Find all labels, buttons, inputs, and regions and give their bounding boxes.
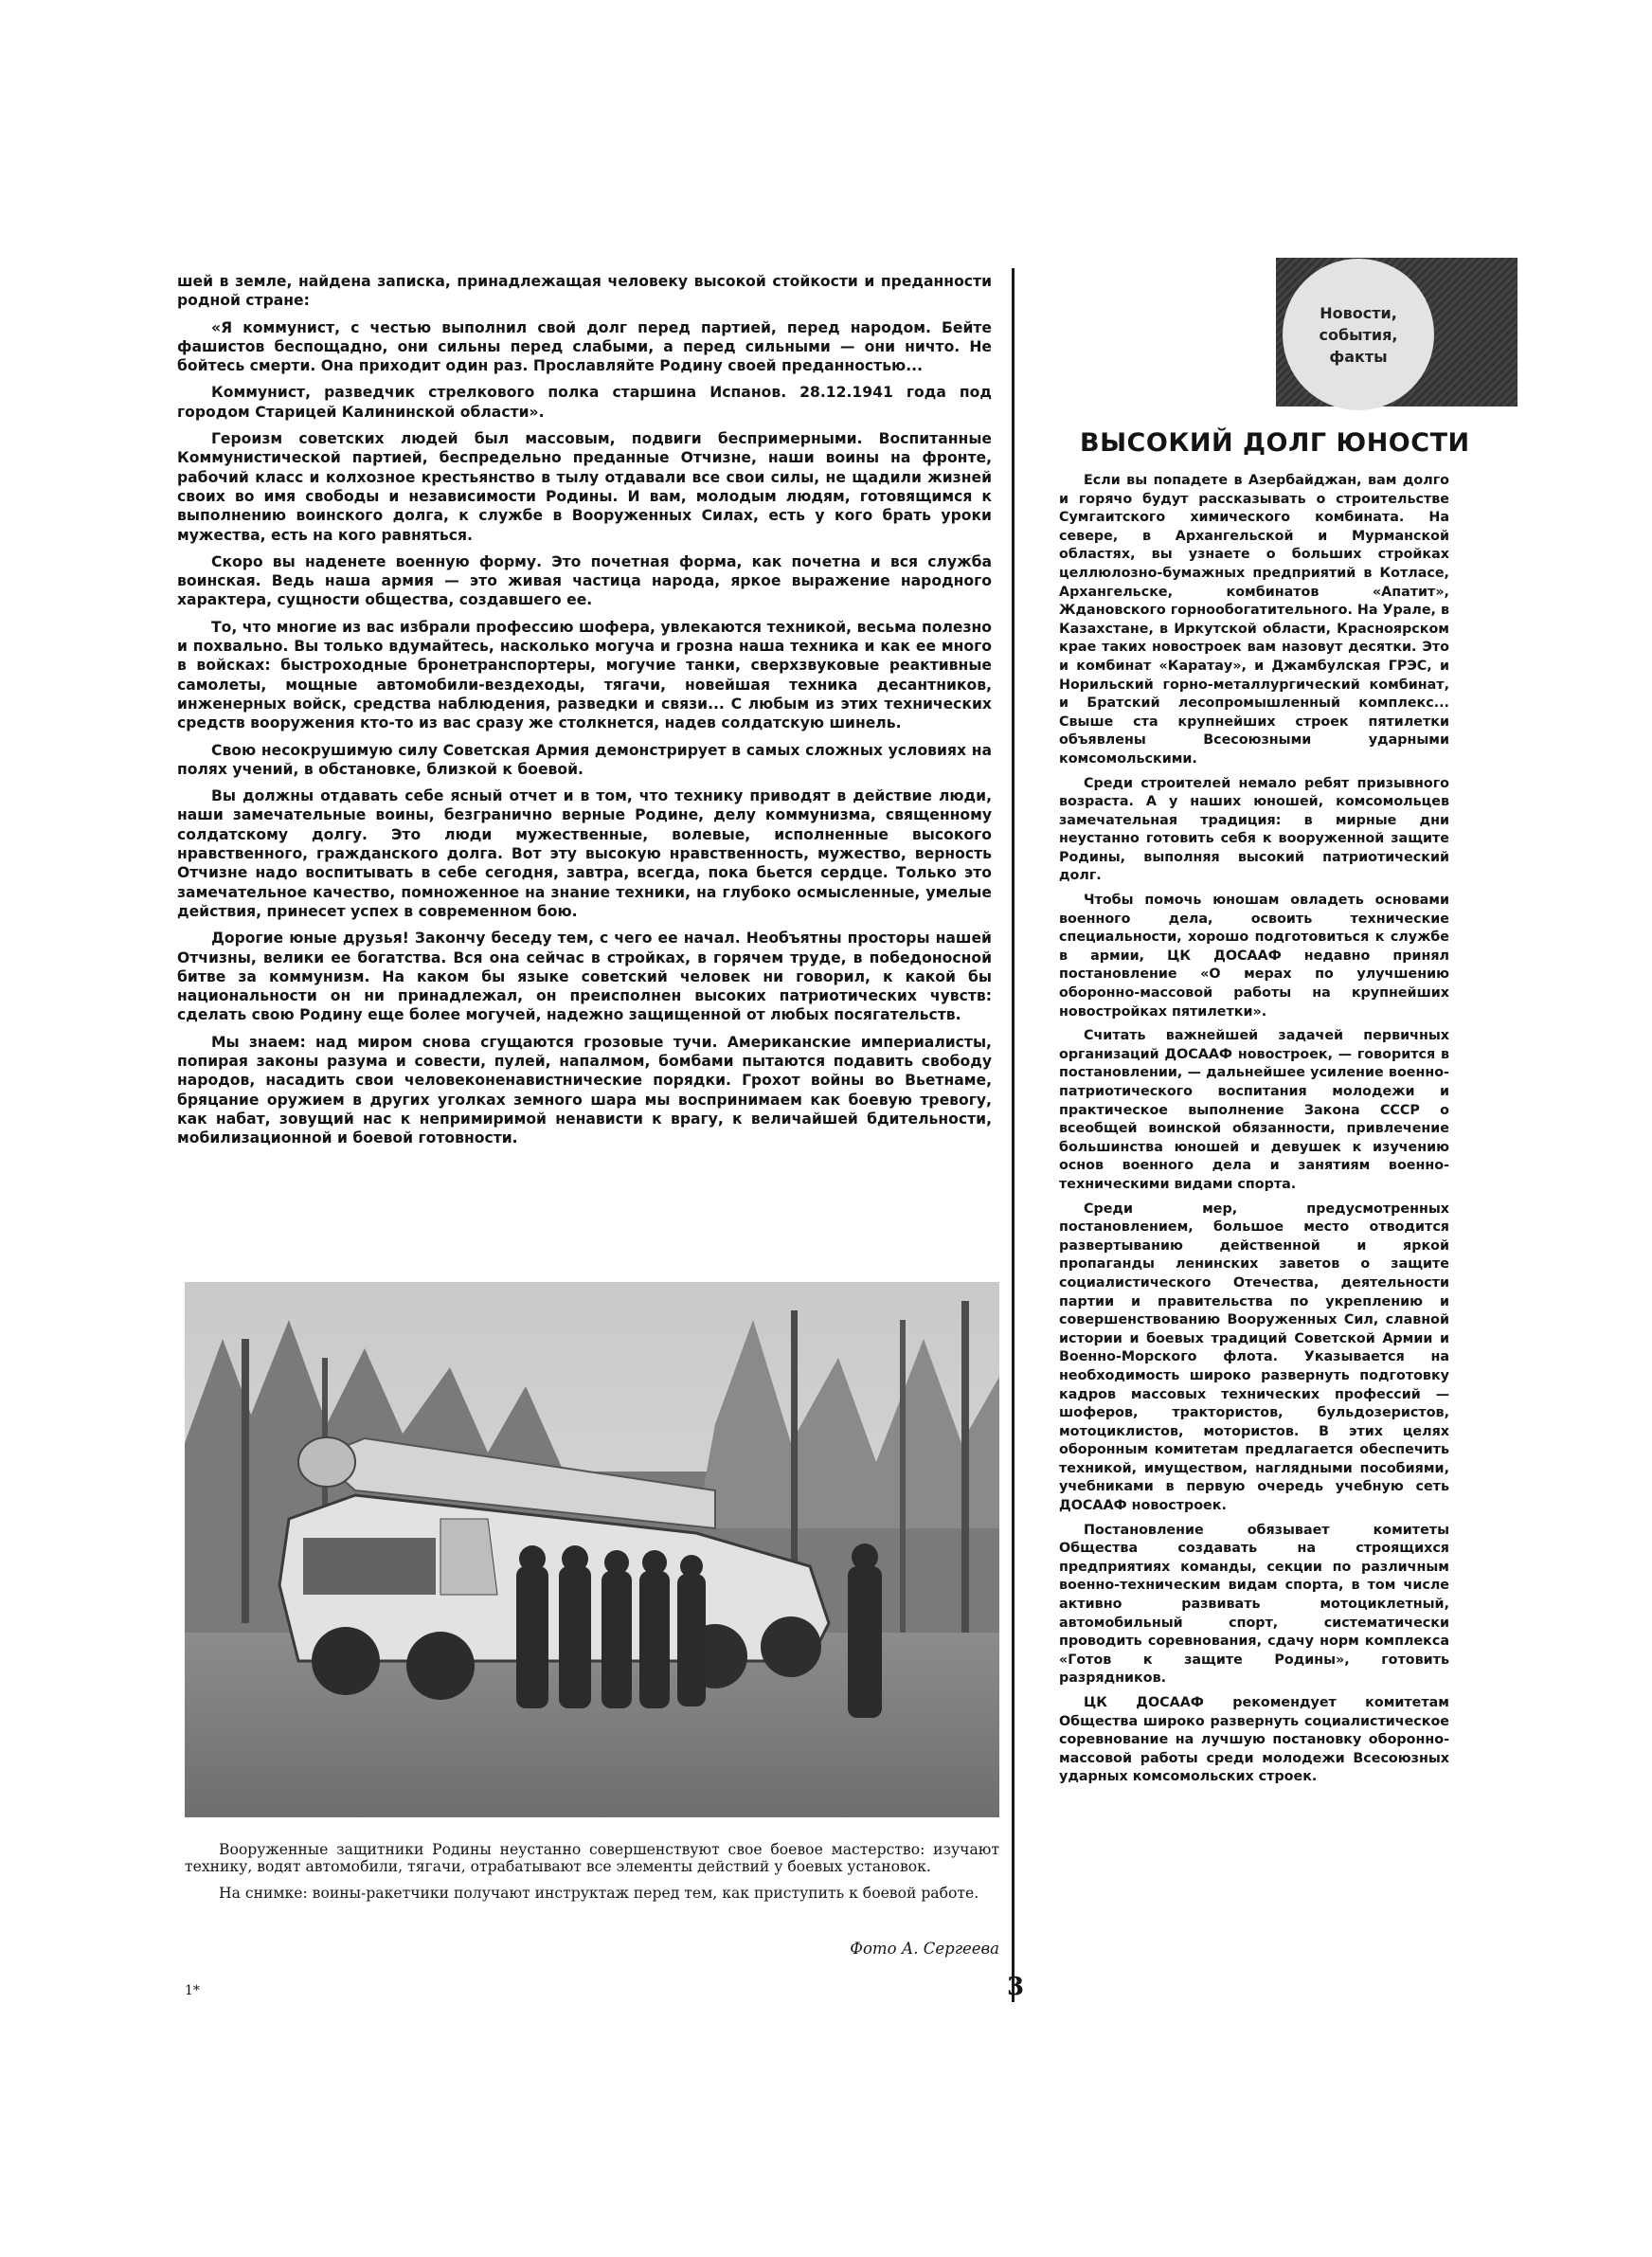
article-paragraph: Дорогие юные друзья! Закончу беседу тем, с чего ее начал. Необъятны просторы нашей Отчизны, велики ее богатства. Вся она сейчас в стройках, в горячем труде, в победоносной битве за коммунизм. На каком бы языке советский человек ни говорил, к какой бы национальности он ни принадлежал, он преисполнен высоких патриотических чувств: сделать свою Родину еще более могучей, надежно защищенной от любых посягательств. (177, 930, 992, 1024)
news-header-line: события, (1319, 325, 1398, 344)
photo-credit: Фото А. Сергеева (850, 1940, 999, 1958)
side-paragraph: Постановление обязывает комитеты Общества создавать на строящихся предприятиях команды, секции по различным военно-техническим видам спорта, в том числе активно развивать мотоциклетный, автомобильный спорт, систематически проводить соревнования, сдачу норм комплекса «Готов к защите Родины», готовить разрядников. (1059, 1522, 1449, 1687)
photo-caption (185, 1841, 999, 1911)
column-divider (1012, 268, 1015, 2002)
side-paragraph: Среди строителей немало ребят призывного возраста. А у наших юношей, комсомольцев замечательная традиция: в мирные дни неустанно готовить себя к вооруженной защите Родины, выполняя высокий патриотический долг. (1059, 775, 1449, 884)
page-number: 3 (1007, 1973, 1025, 2001)
article-paragraph: шей в земле, найдена записка, принадлежащая человеку высокой стойкости и преданности родной стране: (177, 273, 992, 310)
article-paragraph: Свою несокрушимую силу Советская Армия демонстрирует в самых сложных условиях на полях учений, в обстановке, близкой к боевой. (177, 741, 992, 778)
article-paragraph: Вы должны отдавать себе ясный отчет и в том, что технику приводят в действие люди, наши замечательные воины, безгранично верные Родине, делу коммунизма, священному солдатскому долгу. Это люди мужественные, волевые, исполненные высокого нравственного, гражданского долга. Вот эту высокую нравственность, мужество, верность Отчизне надо воспитывать в себе сегодня, завтра, всегда, пока бьется сердце. Только это замечательное качество, помноженное на знание техники, на глубоко осмысленные, умелые действия, принесет успех в современном бою. (177, 787, 992, 920)
article-paragraph: Коммунист, разведчик стрелкового полка старшина Испанов. 28.12.1941 года под городом Старицей Калининской области». (177, 384, 992, 421)
caption-paragraph: На снимке: воины-ракетчики получают инструктаж перед тем, как приступить к боевой работе. (219, 1885, 979, 1902)
news-header-line: Новости, (1320, 303, 1397, 322)
side-article (1059, 472, 1449, 1793)
news-header-line: факты (1329, 347, 1388, 366)
article-paragraph: Мы знаем: над миром снова сгущаются грозовые тучи. Американские империалисты, попирая законы разума и совести, пулей, напалмом, бомбами пытаются подавить свободу народов, насадить свои человеконенавистнические порядки. Грохот войны во Вьетнаме, бряцание оружием в других уголках земного шара мы воспринимаем как боевую тревогу, как набат, зовущий нас к непримиримой ненависти к врагу, к величайшей бдительности, мобилизационной и боевой готовности. (177, 1033, 992, 1147)
side-paragraph: Чтобы помочь юношам овладеть основами военного дела, освоить технические специальности, хорошо подготовиться к службе в армии, ЦК ДОСААФ недавно принял постановление «О мерах по улучшению оборонно-массовой работы на крупнейших новостройках пятилетки». (1059, 893, 1449, 1020)
side-paragraph: ЦК ДОСААФ рекомендует комитетам Общества широко развернуть социалистическое соревнование на лучшую постановку оборонно-массовой работы среди молодежи Всесоюзных ударных комсомольских строек. (1059, 1695, 1449, 1785)
side-paragraph: Среди мер, предусмотренных постановлением, большое место отводится развертыванию действенной и яркой пропаганды ленинских заветов о защите социалистического Отечества, деятельности партии и правительства по укреплению и совершенствованию Вооруженных Сил, славной истории и боевых традиций Советской Армии и Военно-Морского флота. Указывается на необходимость широко развернуть подготовку кадров массовых технических профессий — шоферов, трактористов, бульдозеристов, мотоциклистов, мотористов. В этих целях оборонным комитетам предлагается обеспечить техникой, имуществом, наглядными пособиями, учебниками в первую очередь учебную сеть ДОСААФ новостроек. (1059, 1201, 1449, 1514)
side-paragraph: Считать важнейшей задачей первичных организаций ДОСААФ новостроек, — говорится в постановлении, — дальнейшее усиление военно-патриотического воспитания молодежи и практическое выполнение Закона СССР о всеобщей воинской обязанности, привлечение большинства юношей и девушек к изучению основ военного дела и занятиям военно-техническими видами спорта. (1059, 1028, 1449, 1192)
missile-launcher-photo (185, 1282, 999, 1817)
signature-mark: 1* (185, 1983, 200, 1998)
article-paragraph: То, что многие из вас избрали профессию шофера, увлекаются техникой, весьма полезно и похвально. Вы только вдумайтесь, насколько могуча и грозна наша техника и как ее много в войсках: быстроходные бронетранспортеры, могучие танки, сверхзвуковые реактивные самолеты, мощные автомобили-вездеходы, тягачи, новейшая техника десантников, инженерных войск, средства наблюдения, разведки и связи... С любым из этих технических средств вооружения кто-то из вас сразу же столкнется, надев солдатскую шинель. (177, 618, 992, 732)
caption-paragraph: Вооруженные защитники Родины неустанно совершенствуют свое боевое мастерство: изучают технику, водят автомобили, тягачи, отрабатывают все элементы действий у боевых установок. (185, 1841, 999, 1875)
news-header-badge (1283, 259, 1434, 410)
side-paragraph: Если вы попадете в Азербайджан, вам долго и горячо будут рассказывать о строительстве Сумгаитского химического комбината. На севере, в Архангельской и Мурманской областях, вы узнаете о больших стройках целлюлозно-бумажных предприятий в Котласе, Архангельске, комбинатов «Апатит», Ждановского горнообогатительного. На Урале, в Казахстане, в Иркутской области, Красноярском крае таких новостроек вам назовут десятки. Это и комбинат «Каратау», и Джамбулская ГРЭС, и Норильский горно-металлургический комбинат, и Братский лесопромышленный комплекс... Свыше ста крупнейших строек пятилетки объявлены Всесоюзными ударными комсомольскими. (1059, 473, 1449, 767)
article-paragraph: Героизм советских людей был массовым, подвиги беспримерными. Воспитанные Коммунистической партией, беспредельно преданные Отчизне, наши воины на фронте, рабочий класс и колхозное крестьянство в тылу отдавали все свои силы, не щадили жизней своих во имя свободы и независимости Родины. И вам, молодым людям, готовящимся к выполнению воинского долга, к службе в Вооруженных Силах, есть у кого брать уроки мужества, есть на кого равняться. (177, 430, 992, 544)
side-article-title: ВЫСОКИЙ ДОЛГ ЮНОСТИ (1080, 428, 1470, 458)
article-paragraph: Скоро вы наденете военную форму. Это почетная форма, как почетна и вся служба воинская. Ведь наша армия — это живая частица народа, яркое выражение народного характера, сущности общества, создавшего ее. (177, 552, 992, 609)
article-paragraph: «Я коммунист, с честью выполнил свой долг перед партией, перед народом. Бейте фашистов беспощадно, они сильны перед слабыми, а перед сильными — они ничто. Не бойтесь смерти. Она приходит один раз. Прославляйте Родину своей преданностью... (177, 318, 992, 375)
main-article (177, 272, 992, 1155)
